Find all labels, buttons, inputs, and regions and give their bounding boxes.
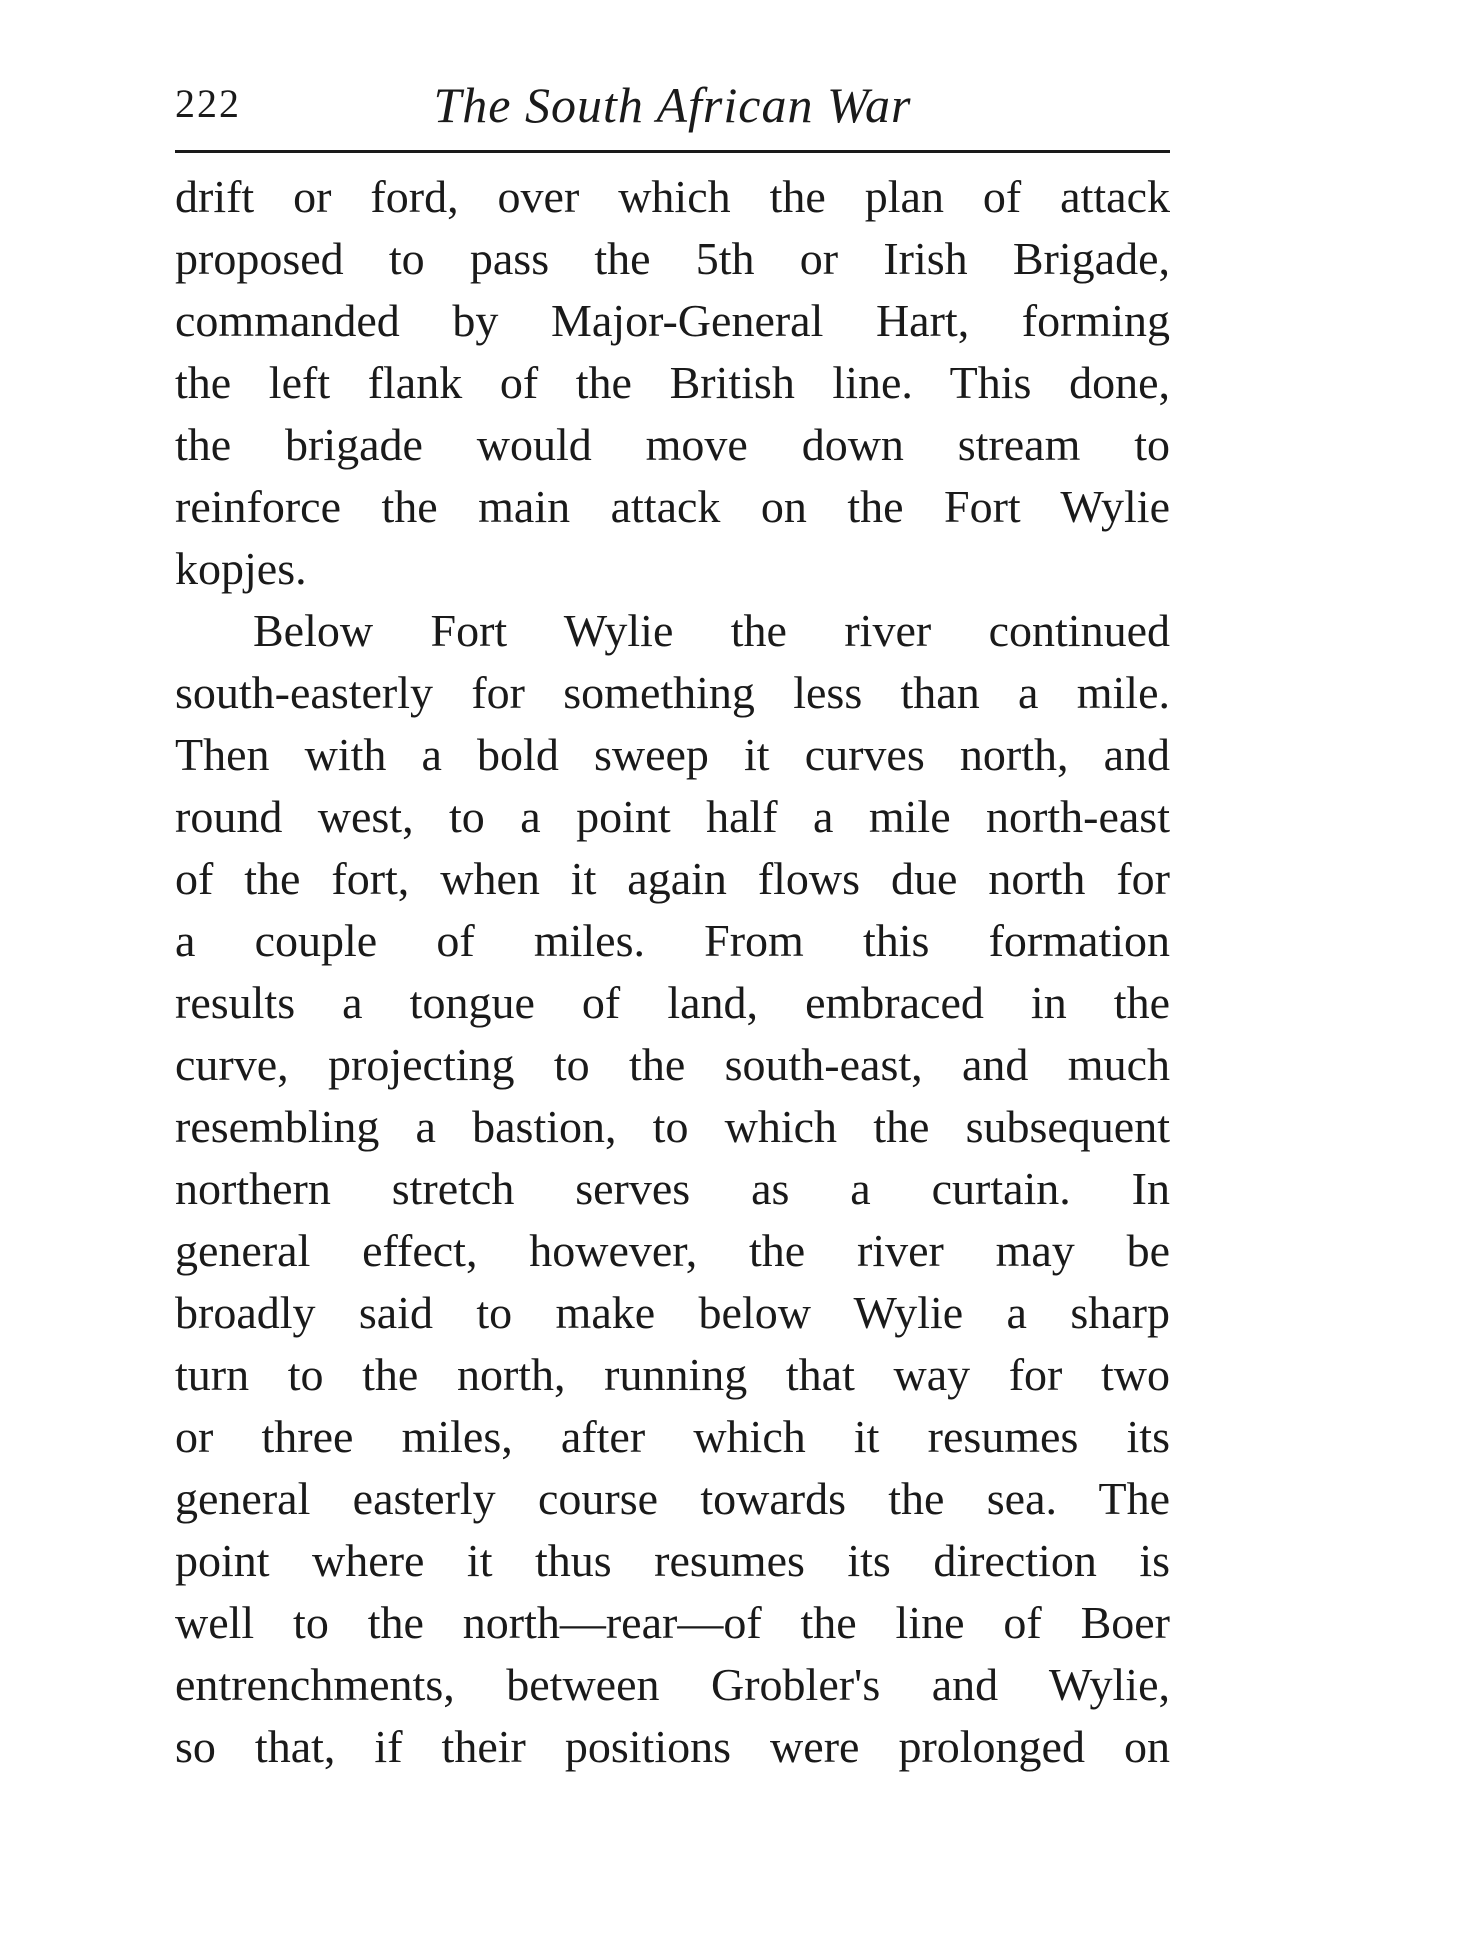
text-line: south-easterly for something less than a mile. (175, 667, 1170, 718)
text-line: the left flank of the British line. This done, (175, 357, 1170, 408)
text-line: or three miles, after which it resumes its (175, 1411, 1170, 1462)
text-line: results a tongue of land, embraced in the (175, 977, 1170, 1028)
text-line: resembling a bastion, to which the subsequent (175, 1101, 1170, 1152)
body-text (175, 166, 1170, 1778)
text-line: well to the north—rear—of the line of Boer (175, 1597, 1170, 1648)
text-line: proposed to pass the 5th or Irish Brigade, (175, 233, 1170, 284)
text-line: curve, projecting to the south-east, and much (175, 1039, 1170, 1090)
paragraph-1 (175, 166, 1170, 600)
text-line: northern stretch serves as a curtain. In (175, 1163, 1170, 1214)
text-line: drift or ford, over which the plan of attack (175, 171, 1170, 222)
text-line: general easterly course towards the sea. The (175, 1473, 1170, 1524)
paragraph-2 (175, 600, 1170, 1778)
text-line: point where it thus resumes its direction is (175, 1535, 1170, 1586)
text-line: general effect, however, the river may be (175, 1225, 1170, 1276)
text-line: turn to the north, running that way for two (175, 1349, 1170, 1400)
running-title: The South African War (433, 77, 912, 133)
text-line: the brigade would move down stream to (175, 419, 1170, 470)
text-line: round west, to a point half a mile north-east (175, 791, 1170, 842)
text-line: commanded by Major-General Hart, forming (175, 295, 1170, 346)
text-line: of the fort, when it again flows due north for (175, 853, 1170, 904)
text-line: entrenchments, between Grobler's and Wylie, (175, 1659, 1170, 1710)
running-head (175, 70, 1170, 150)
text-line: Below Fort Wylie the river continued (253, 605, 1170, 656)
text-line: kopjes. (175, 543, 307, 594)
header-rule (175, 150, 1170, 153)
text-line: a couple of miles. From this formation (175, 915, 1170, 966)
text-line: broadly said to make below Wylie a sharp (175, 1287, 1170, 1338)
page-number: 222 (175, 81, 241, 126)
text-line: Then with a bold sweep it curves north, and (175, 729, 1170, 780)
text-line: so that, if their positions were prolonged on (175, 1721, 1170, 1772)
text-line: reinforce the main attack on the Fort Wylie (175, 481, 1170, 532)
